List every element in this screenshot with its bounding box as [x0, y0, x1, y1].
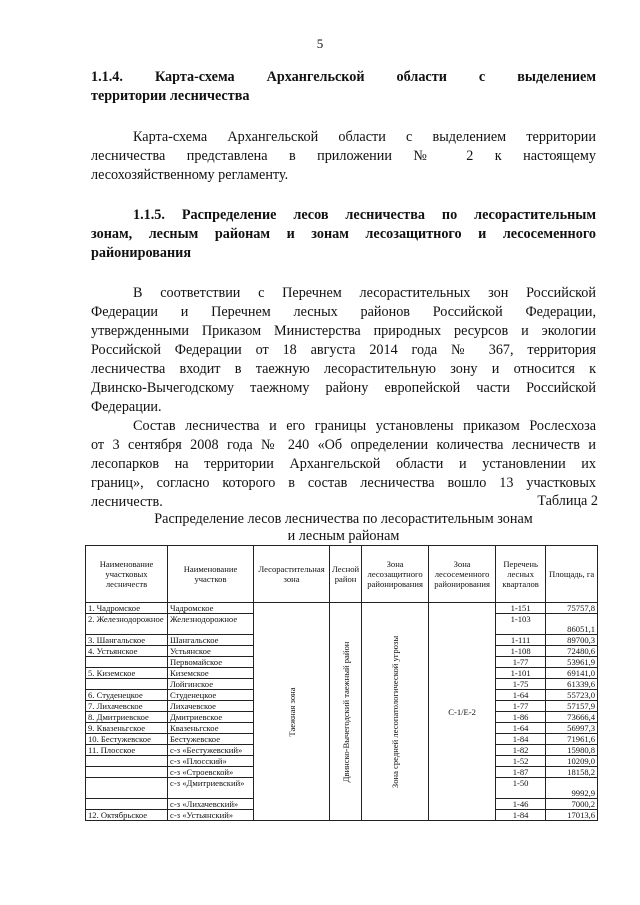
forest-distribution-table — [85, 545, 598, 821]
text-line: Федерации и Перечнем лесных районов Российской Федерации, — [91, 304, 596, 320]
area-cell: 17013,6 — [546, 810, 598, 821]
text-line: Двинско-Вычегодскому таежному району европейской части Российской — [91, 380, 596, 396]
forestry-cell: 11. Плосское — [86, 745, 168, 756]
plot-cell: Устьянское — [168, 646, 254, 657]
area-cell: 10209,0 — [546, 756, 598, 767]
quarters-cell: 1-50 — [496, 778, 546, 799]
header-seed-zone: Зона лесосеменного районирования — [429, 546, 496, 603]
forestry-cell: 8. Дмитриевское — [86, 712, 168, 723]
quarters-cell: 1-101 — [496, 668, 546, 679]
plot-cell: Бестужевское — [168, 734, 254, 745]
text-line: лесничеств. — [91, 494, 163, 510]
plot-cell: Лойгинское — [168, 679, 254, 690]
table-row — [86, 603, 598, 614]
table-label: Таблица 2 — [537, 493, 598, 509]
zone-cell — [254, 603, 330, 821]
text-line: Состав лесничества и его границы установлены приказом Рослесхоза — [133, 418, 596, 434]
district-cell — [330, 603, 362, 821]
quarters-cell: 1-111 — [496, 635, 546, 646]
quarters-cell: 1-46 — [496, 799, 546, 810]
table-caption — [91, 511, 596, 545]
header-zone: Лесорастительная зона — [254, 546, 330, 603]
quarters-cell: 1-103 — [496, 614, 546, 635]
plot-cell: Киземское — [168, 668, 254, 679]
text-line: утвержденными Приказом Министерства природных ресурсов и экологии — [91, 323, 596, 339]
quarters-cell: 1-84 — [496, 734, 546, 745]
area-cell: 89700,3 — [546, 635, 598, 646]
section-115-paragraph-1 — [91, 284, 596, 417]
text-line: лесничества представлена в приложении № 2 к настоящему — [91, 148, 596, 164]
quarters-cell: 1-77 — [496, 701, 546, 712]
plot-cell: Шангальское — [168, 635, 254, 646]
section-115-heading — [91, 206, 596, 263]
quarters-cell: 1-82 — [496, 745, 546, 756]
text-line: лесопарков на территории Архангельской области и установлении их — [91, 456, 596, 472]
quarters-cell: 1-64 — [496, 723, 546, 734]
plot-cell: Чадромское — [168, 603, 254, 614]
quarters-cell: 1-151 — [496, 603, 546, 614]
text-line: В соответствии с Перечнем лесорастительных зон Российской — [133, 285, 596, 301]
seed-zone-cell: С-1/Е-2 — [429, 603, 496, 821]
text-line: лесничества входит в таежную лесорастительную зону и относится к — [91, 361, 596, 377]
area-cell: 61339,6 — [546, 679, 598, 690]
protection-zone-cell — [362, 603, 429, 821]
plot-cell: с-з «Строевской» — [168, 767, 254, 778]
zone-cell-text: Таежная зона — [286, 686, 297, 737]
section-114-paragraph — [91, 128, 596, 185]
text-line: от 3 сентября 2008 года № 240 «Об определении количества лесничеств и — [91, 437, 596, 453]
text-line: границ», согласно которого в состав лесничества вошло 13 участковых — [91, 475, 596, 491]
forestry-cell: 3. Шангальское — [86, 635, 168, 646]
plot-cell: Квазеньгское — [168, 723, 254, 734]
forestry-cell — [86, 799, 168, 810]
plot-cell: Лихачевское — [168, 701, 254, 712]
forestry-cell: 9. Квазеньгское — [86, 723, 168, 734]
area-cell: 72480,6 — [546, 646, 598, 657]
forestry-cell: 2. Железнодорожное — [86, 614, 168, 635]
header-quarters: Перечень лесных кварталов — [496, 546, 546, 603]
forestry-cell — [86, 767, 168, 778]
forestry-cell — [86, 657, 168, 668]
quarters-cell: 1-108 — [496, 646, 546, 657]
quarters-cell: 1-75 — [496, 679, 546, 690]
protection-zone-cell-text: Зона средней лесопатологической угрозы — [390, 635, 401, 788]
header-plot: Наименование участков — [168, 546, 254, 603]
forestry-cell: 6. Студенецкое — [86, 690, 168, 701]
plot-cell: Железнодорожное — [168, 614, 254, 635]
section-115-heading-line: районирования — [91, 245, 192, 261]
quarters-cell: 1-84 — [496, 810, 546, 821]
district-cell-text: Двинско-Вычегодский таежный район — [340, 641, 351, 782]
plot-cell: с-з «Устьянский» — [168, 810, 254, 821]
plot-cell: Первомайское — [168, 657, 254, 668]
header-district: Лесной район — [330, 546, 362, 603]
plot-cell: Дмитриевское — [168, 712, 254, 723]
quarters-cell: 1-52 — [496, 756, 546, 767]
area-cell: 56997,3 — [546, 723, 598, 734]
area-cell: 71961,6 — [546, 734, 598, 745]
plot-cell: с-з «Лихачевский» — [168, 799, 254, 810]
plot-cell: с-з «Плосский» — [168, 756, 254, 767]
quarters-cell: 1-86 — [496, 712, 546, 723]
section-114-heading-line: 1.1.4. Карта-схема Архангельской области с выделением — [91, 69, 596, 85]
forestry-cell: 1. Чадромское — [86, 603, 168, 614]
section-115-paragraph-2 — [91, 417, 596, 512]
text-line: Федерации. — [91, 399, 162, 415]
forestry-cell: 10. Бестужевское — [86, 734, 168, 745]
quarters-cell: 1-64 — [496, 690, 546, 701]
forestry-cell: 4. Устьянское — [86, 646, 168, 657]
area-cell: 75757,8 — [546, 603, 598, 614]
header-forestry: Наименование участковых лесничеств — [86, 546, 168, 603]
area-cell: 9992,9 — [546, 778, 598, 799]
area-cell: 57157,9 — [546, 701, 598, 712]
section-114-heading-line: территории лесничества — [91, 88, 250, 104]
table-header-row — [86, 546, 598, 603]
section-114-heading — [91, 68, 596, 106]
quarters-cell: 1-87 — [496, 767, 546, 778]
plot-cell: с-з «Бестужевский» — [168, 745, 254, 756]
forestry-cell — [86, 679, 168, 690]
page-number: 5 — [316, 36, 324, 51]
area-cell: 73666,4 — [546, 712, 598, 723]
quarters-cell: 1-77 — [496, 657, 546, 668]
section-115-heading-line: 1.1.5. Распределение лесов лесничества по лесорастительным — [133, 207, 596, 223]
area-cell: 55723,0 — [546, 690, 598, 701]
forestry-cell — [86, 778, 168, 799]
text-line: Российской Федерации от 18 августа 2014 года № 367, территория — [91, 342, 596, 358]
area-cell: 18158,2 — [546, 767, 598, 778]
forestry-cell: 7. Лихачевское — [86, 701, 168, 712]
table-caption-line: Распределение лесов лесничества по лесорастительным зонам — [154, 511, 533, 527]
table-caption-line: и лесным районам — [287, 528, 400, 544]
forestry-cell — [86, 756, 168, 767]
header-protection-zone: Зона лесозащитного районирования — [362, 546, 429, 603]
area-cell: 15980,8 — [546, 745, 598, 756]
header-area: Площадь, га — [546, 546, 598, 603]
forestry-cell: 12. Октябрьское — [86, 810, 168, 821]
area-cell: 7000,2 — [546, 799, 598, 810]
plot-cell: с-з «Дмитриевский» — [168, 778, 254, 799]
area-cell: 86051,1 — [546, 614, 598, 635]
text-line: лесохозяйственному регламенту. — [91, 167, 289, 183]
plot-cell: Студенецкое — [168, 690, 254, 701]
section-115-heading-line: зонам, лесным районам и зонам лесозащитного и лесосеменного — [91, 226, 596, 242]
area-cell: 53961,9 — [546, 657, 598, 668]
forestry-cell: 5. Киземское — [86, 668, 168, 679]
text-line: Карта-схема Архангельской области с выделением территории — [133, 129, 596, 145]
area-cell: 69141,0 — [546, 668, 598, 679]
